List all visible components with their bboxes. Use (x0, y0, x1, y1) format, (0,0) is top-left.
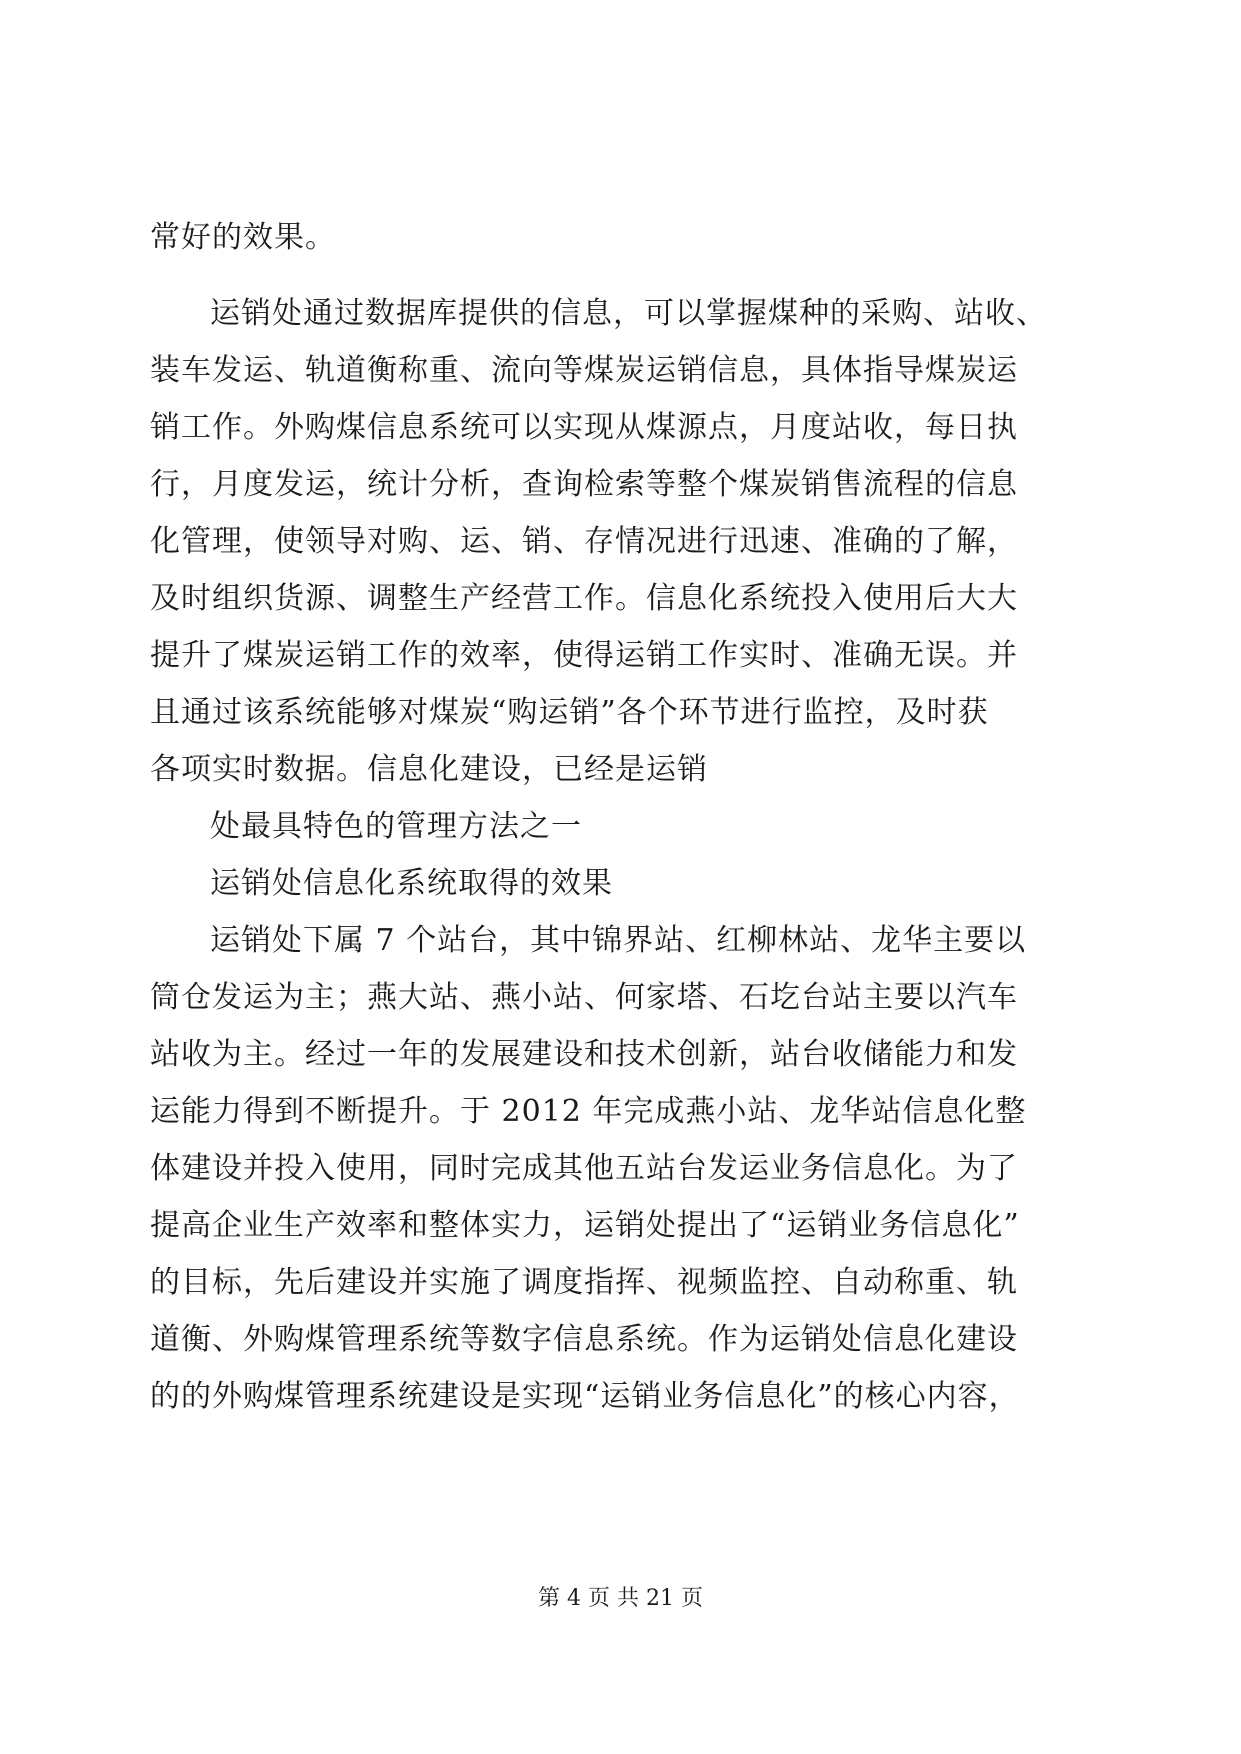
line-text: 各项实时数据。信息化建设，已经是运销 (150, 752, 708, 787)
line-text: 且通过该系统能够对煤炭“购运销”各个环节进行监控，及时获 (150, 695, 989, 730)
line-text: 的目标，先后建设并实施了调度指挥、视频监控、自动称重、轨 (150, 1265, 1018, 1300)
page-number-footer: 第 4 页 共 21 页 (538, 1586, 703, 1611)
paragraph-first-line (0, 284, 1241, 344)
text-line (0, 626, 1241, 686)
text-line (0, 1082, 1241, 1142)
line-text: 化管理，使领导对购、运、销、存情况进行迅速、准确的了解， (150, 524, 1018, 559)
text-line (0, 740, 1241, 800)
line-text: 处最具特色的管理方法之一 (210, 809, 582, 844)
line-text: 常好的效果。 (150, 220, 336, 255)
line-text: 筒仓发运为主；燕大站、燕小站、何家塔、石圪台站主要以汽车 (150, 980, 1018, 1015)
text-line (0, 1310, 1241, 1370)
line-text: 提升了煤炭运销工作的效率，使得运销工作实时、准确无误。并 (150, 638, 1018, 673)
text-line (0, 1367, 1241, 1427)
line-text: 运销处下属 7 个站台，其中锦界站、红柳林站、龙华主要以 (210, 923, 1027, 958)
line-text: 销工作。外购煤信息系统可以实现从煤源点，月度站收，每日执 (150, 410, 1018, 445)
text-line (0, 341, 1241, 401)
line-text: 运销处通过数据库提供的信息，可以掌握煤种的采购、站收、 (210, 296, 1047, 331)
text-line (0, 512, 1241, 572)
text-line (0, 968, 1241, 1028)
heading-text: 运销处信息化系统取得的效果 (210, 866, 613, 901)
line-text: 提高企业生产效率和整体实力，运销处提出了“运销业务信息化” (150, 1208, 1020, 1243)
text-line (0, 569, 1241, 629)
line-text: 体建设并投入使用，同时完成其他五站台发运业务信息化。为了 (150, 1151, 1018, 1186)
line-text: 道衡、外购煤管理系统等数字信息系统。作为运销处信息化建设 (150, 1322, 1018, 1357)
paragraph-first-line (0, 911, 1241, 971)
line-text: 的的外购煤管理系统建设是实现“运销业务信息化”的核心内容， (150, 1379, 1020, 1414)
line-text: 站收为主。经过一年的发展建设和技术创新，站台收储能力和发 (150, 1037, 1018, 1072)
text-line (0, 797, 1241, 857)
text-line (0, 1196, 1241, 1256)
line-text: 装车发运、轨道衡称重、流向等煤炭运销信息，具体指导煤炭运 (150, 353, 1018, 388)
text-line (0, 683, 1241, 743)
text-line (0, 455, 1241, 515)
text-line (0, 1025, 1241, 1085)
text-line (0, 208, 1241, 268)
text-line (0, 1253, 1241, 1313)
line-text: 运能力得到不断提升。于 2012 年完成燕小站、龙华站信息化整 (150, 1094, 1027, 1129)
text-line (0, 398, 1241, 458)
text-line (0, 1139, 1241, 1199)
line-text: 及时组织货源、调整生产经营工作。信息化系统投入使用后大大 (150, 581, 1018, 616)
line-text: 行，月度发运，统计分析，查询检索等整个煤炭销售流程的信息 (150, 467, 1018, 502)
section-heading (0, 854, 1241, 914)
